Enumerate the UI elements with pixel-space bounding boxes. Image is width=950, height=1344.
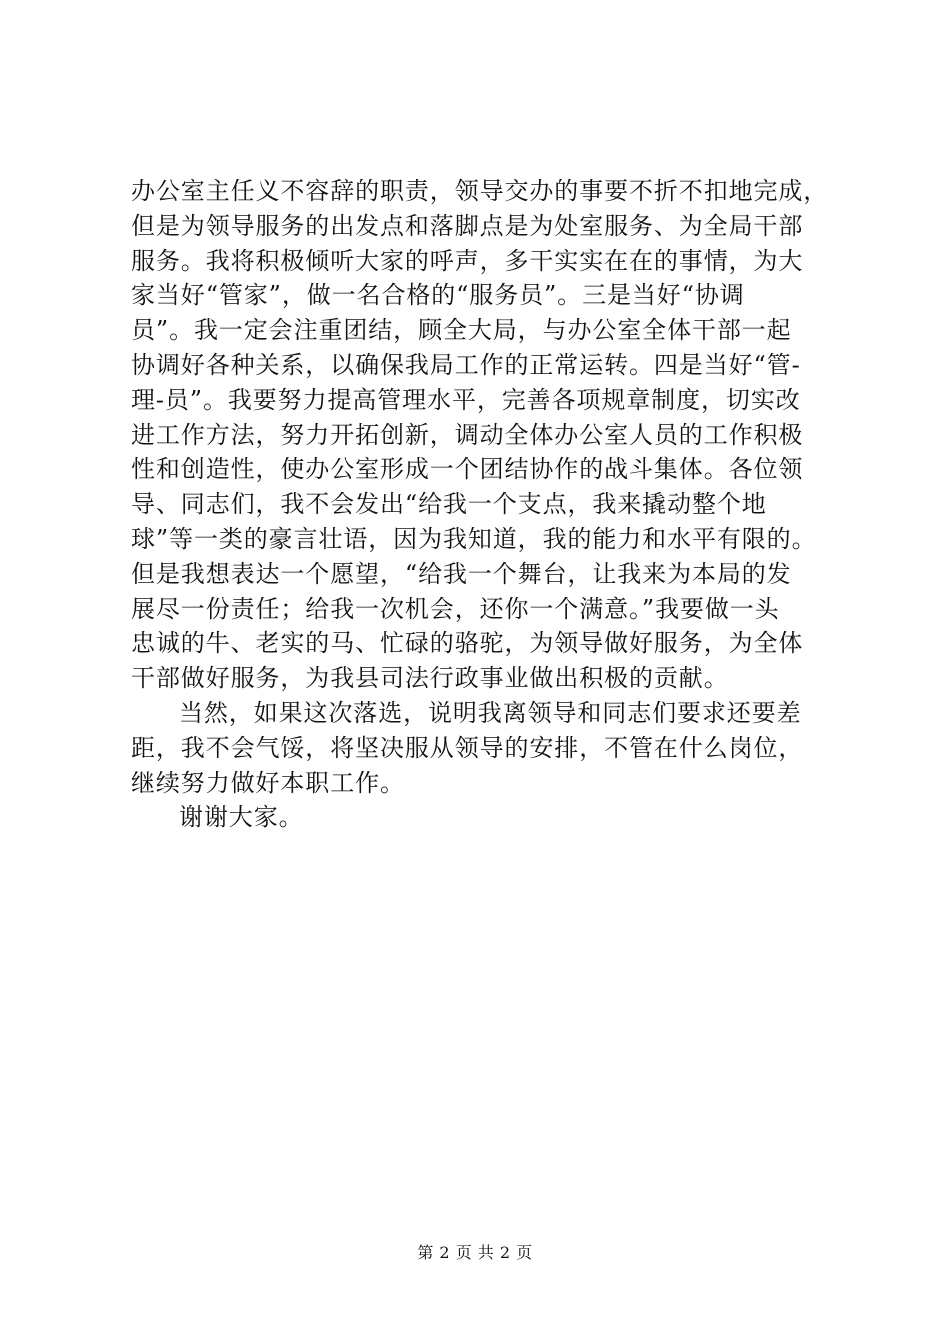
text-line-indented: 谢谢大家。 — [179, 803, 304, 832]
text-line: 继续努力做好本职工作。 — [131, 768, 405, 797]
text-line: 服务。我将积极倾听大家的呼声，多干实实在在的事情，为大 — [131, 246, 804, 275]
text-line: 球”等一类的豪言壮语，因为我知道，我的能力和水平有限的。 — [131, 524, 817, 553]
text-line: 忠诚的牛、老实的马、忙碌的骆驼，为领导做好服务，为全体 — [131, 629, 804, 658]
text-line: 进工作方法，努力开拓创新，调动全体办公室人员的工作积极 — [131, 420, 804, 449]
text-line: 员”。我一定会注重团结，顾全大局，与办公室全体干部一起 — [131, 316, 792, 345]
text-line: 导、同志们，我不会发出“给我一个支点，我来撬动整个地 — [131, 490, 767, 519]
text-line: 理-员”。我要努力提高管理水平，完善各项规章制度，切实改 — [131, 385, 801, 414]
text-line-indented: 当然，如果这次落选，说明我离领导和同志们要求还要差 — [179, 698, 802, 727]
text-line: 协调好各种关系，以确保我局工作的正常运转。四是当好“管- — [131, 350, 801, 379]
page-footer: 第 2 页 共 2 页 — [417, 1243, 533, 1262]
document-body — [131, 174, 831, 835]
text-line: 办公室主任义不容辞的职责，领导交办的事要不折不扣地完成， — [131, 177, 829, 205]
text-line: 家当好“管家”，做一名合格的“服务员”。三是当好“协调 — [131, 281, 745, 310]
text-line: 距，我不会气馁，将坚决服从领导的安排，不管在什么岗位， — [131, 733, 804, 762]
text-line: 但是我想表达一个愿望，“给我一个舞台，让我来为本局的发 — [131, 559, 792, 588]
text-line: 但是为领导服务的出发点和落脚点是为处室服务、为全局干部 — [131, 211, 804, 240]
text-line: 性和创造性，使办公室形成一个团结协作的战斗集体。各位领 — [131, 455, 804, 484]
text-line: 展尽一份责任；给我一次机会，还你一个满意。”我要做一头 — [131, 594, 780, 623]
text-line: 干部做好服务，为我县司法行政事业做出积极的贡献。 — [131, 664, 729, 693]
